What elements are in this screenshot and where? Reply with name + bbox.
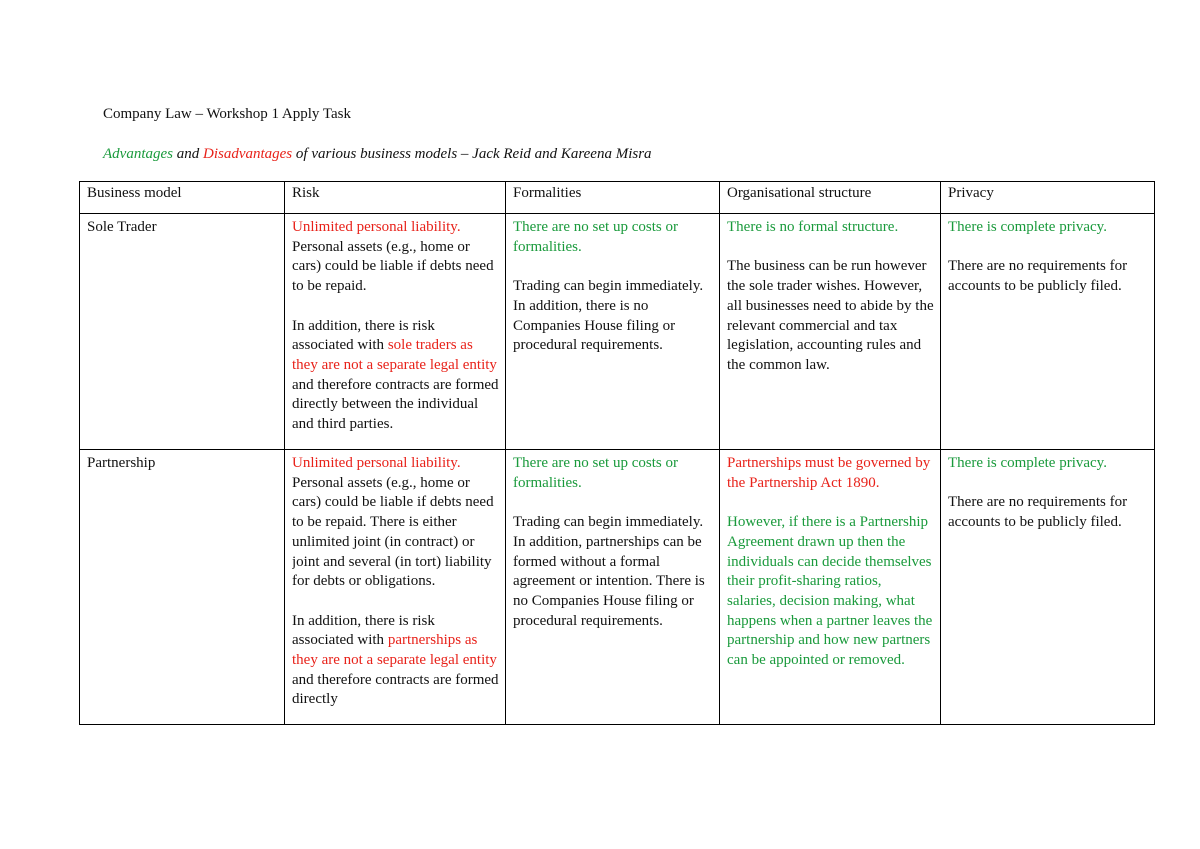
risk-text: In addition, there is risk associated with	[292, 612, 435, 649]
risk-red-text: Unlimited personal liability.	[292, 455, 461, 471]
cell-formalities-sole-trader	[506, 214, 720, 450]
structure-red-text: Partnerships must be governed by the Partnership Act 1890.	[727, 455, 931, 491]
subtitle-rest: of various business models – Jack Reid and Kareena Misra	[292, 146, 652, 162]
risk-paragraph-2	[292, 612, 499, 711]
cell-privacy-partnership	[941, 450, 1155, 725]
cell-risk-sole-trader	[285, 214, 506, 450]
subtitle-disadvantages: Disadvantages	[202, 146, 293, 162]
table-row-sole-trader	[80, 214, 1155, 450]
subtitle-advantages: Advantages	[103, 146, 173, 162]
risk-red-text: partnerships as they are not a separate legal entity	[292, 632, 497, 669]
formalities-text: Trading can begin immediately. In addition, partnerships can be formed without a formal agreement or intention. There is no Companies House filing or procedural requirements.	[513, 514, 705, 629]
structure-green-text: However, if there is a Partnership Agreement drawn up then the individuals can decide themselves their profit-sharing ratios, salaries, decision making, what happens when a partner leaves the partnership and how new partners can be appointed or removed.	[727, 514, 933, 669]
privacy-text: There are no requirements for accounts to be publicly filed.	[948, 494, 1128, 531]
document-subtitle	[103, 144, 652, 164]
formalities-green-text: There are no set up costs or formalities.	[513, 455, 678, 491]
cell-formalities-partnership	[506, 450, 720, 725]
cell-model-sole-trader: Sole Trader	[80, 214, 285, 450]
structure-green-text: There is no formal structure.	[727, 219, 899, 235]
risk-paragraph-1	[292, 454, 499, 592]
subtitle-and: and	[172, 146, 203, 162]
cell-privacy-sole-trader	[941, 214, 1155, 450]
business-models-table	[79, 181, 1155, 725]
risk-red-text: sole traders as they are not a separate legal entity	[292, 337, 497, 373]
risk-text: In addition, there is risk associated with	[292, 317, 435, 354]
structure-text: The business can be run however the sole trader wishes. However, all businesses need to abide by the relevant commercial and tax legislation, accounting rules and the common law.	[727, 258, 934, 373]
formalities-green-text: There are no set up costs or formalities.	[513, 219, 678, 255]
header-risk: Risk	[285, 182, 506, 214]
header-organisational-structure: Organisational structure	[720, 182, 941, 214]
table-header-row	[80, 182, 1155, 214]
risk-red-text: Unlimited personal liability.	[292, 219, 461, 235]
table-row-partnership	[80, 450, 1155, 725]
header-privacy: Privacy	[941, 182, 1155, 214]
privacy-text: There are no requirements for accounts to be publicly filed.	[948, 258, 1128, 295]
risk-text: Personal assets (e.g., home or cars) could be liable if debts need to be repaid.	[292, 238, 494, 295]
document-title: Company Law – Workshop 1 Apply Task	[103, 106, 352, 122]
formalities-text: Trading can begin immediately. In addition, there is no Companies House filing or procedural requirements.	[513, 278, 704, 354]
risk-paragraph-1	[292, 218, 499, 297]
cell-structure-partnership	[720, 450, 941, 725]
risk-text: and therefore contracts are formed directly between the individual and third parties.	[292, 376, 499, 433]
privacy-green-text: There is complete privacy.	[948, 455, 1107, 471]
header-formalities: Formalities	[506, 182, 720, 214]
cell-risk-partnership	[285, 450, 506, 725]
risk-text: Personal assets (e.g., home or cars) could be liable if debts need to be repaid. There is either unlimited joint (in contract) or joint and several (in tort) liability for debts or obligations.	[292, 474, 494, 590]
risk-paragraph-2	[292, 317, 499, 435]
cell-model-partnership: Partnership	[80, 450, 285, 725]
privacy-green-text: There is complete privacy.	[948, 219, 1107, 235]
risk-text: and therefore contracts are formed directly	[292, 671, 499, 708]
header-business-model: Business model	[80, 182, 285, 214]
cell-structure-sole-trader	[720, 214, 941, 450]
